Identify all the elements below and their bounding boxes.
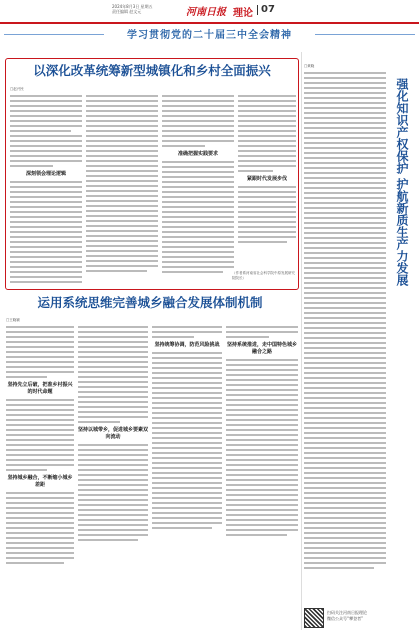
article-1-byline: □赵兴民 <box>10 87 24 91</box>
article-1-subhead-3: 紧跟时代发展步伐 <box>246 176 287 182</box>
article-2-title: 运用系统思维完善城乡融合发展体制机制 <box>37 295 263 310</box>
side-article-byline: □黄晓 <box>304 64 315 68</box>
article-2-subhead-4: 坚持统筹协调，防范风险挑战 <box>154 342 220 348</box>
article-1-footnote: （作者系河南省社会科学院中原发展研究院院长） <box>232 271 295 280</box>
qr-code-icon[interactable] <box>304 608 324 628</box>
qr-caption <box>327 610 367 622</box>
article-1-column-1 <box>10 95 82 285</box>
qr-caption-line-1: 扫码关注河南日报理论 <box>327 610 367 615</box>
issue-meta <box>112 4 192 14</box>
issue-editor: 责任编辑 赵文元 <box>112 9 142 14</box>
side-article-text <box>304 72 386 572</box>
article-1 <box>5 58 299 290</box>
qr-caption-line-2: 微信公众号“攀登者” <box>327 616 364 621</box>
article-1-title: 以深化改革统筹新型城镇化和乡村全面振兴 <box>33 63 271 78</box>
article-2-column-2 <box>78 326 148 630</box>
header-separator <box>257 5 258 15</box>
topic-banner: 学习贯彻党的二十届三中全会精神 <box>0 26 419 42</box>
article-2-byline: □王晓颖 <box>6 318 20 322</box>
side-article-title: 强化知识产权保护 护航新质生产力发展 <box>395 78 409 287</box>
article-2-subhead-2: 坚持城乡融合，不断缩小城乡差距 <box>7 475 73 488</box>
article-2-column-3 <box>152 326 222 630</box>
article-1-subhead-2: 准确把握实践要求 <box>177 151 218 157</box>
issue-date: 2024年8月3日 星期五 <box>112 4 153 9</box>
article-2-column-4 <box>226 326 298 630</box>
article-2-subhead-1: 坚持先立后破，把准乡村振兴的时代命题 <box>7 382 73 395</box>
newspaper-logo: 河南日报 <box>186 7 226 18</box>
page-header <box>0 0 419 24</box>
article-2-column-1 <box>6 326 74 630</box>
section-name: 理论 <box>233 8 253 19</box>
article-2-subhead-3: 坚持以城带乡，促进城乡要素双向流动 <box>78 427 148 440</box>
page-number: 07 <box>261 4 275 15</box>
article-2-subhead-5: 坚持系统推进，走中国特色城乡融合之路 <box>226 342 297 355</box>
column-divider <box>301 52 302 630</box>
article-1-column-4 <box>238 95 296 285</box>
article-1-column-3 <box>162 95 234 285</box>
article-1-subhead-1: 深刻领会理论逻辑 <box>25 171 66 177</box>
article-1-column-2 <box>86 95 158 285</box>
